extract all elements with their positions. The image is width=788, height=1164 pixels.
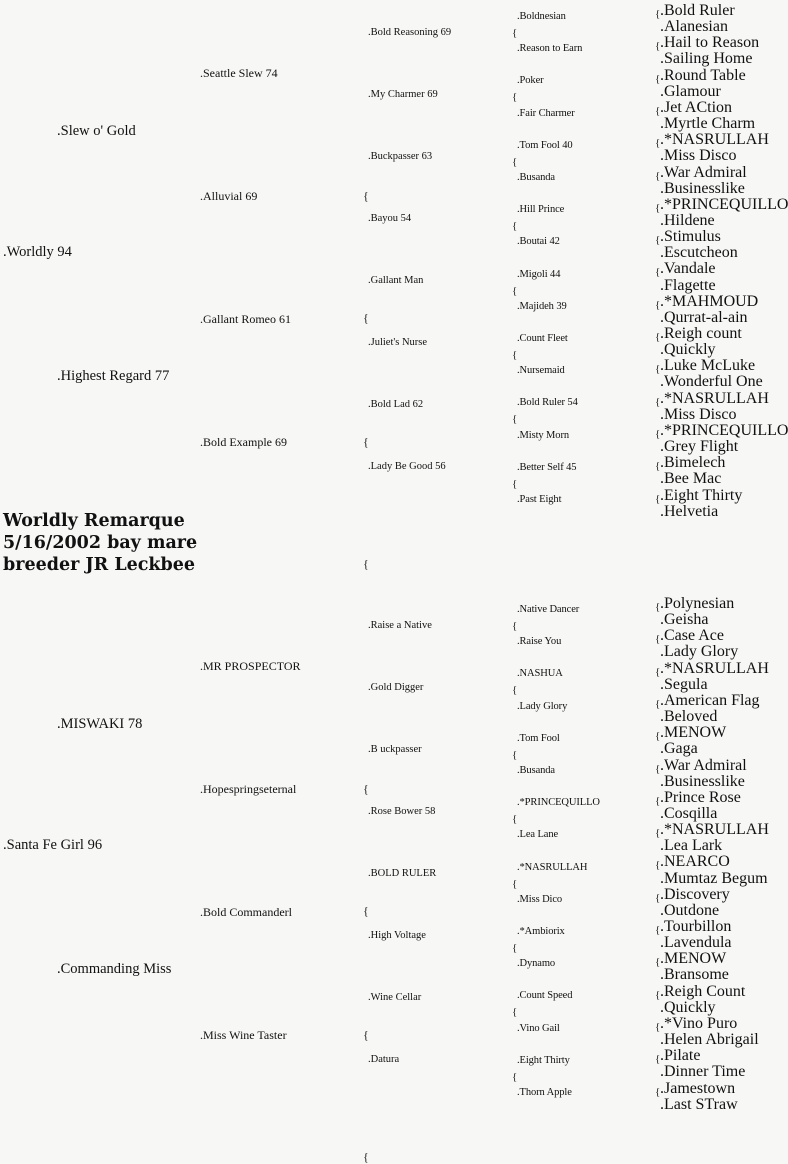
sire-gen5-name: .Boutai 42 (517, 236, 560, 248)
dam-gen5-name: .Thorn Apple (517, 1087, 572, 1098)
dam-gen4-name: .B uckpasser (368, 744, 422, 755)
brace-glyph: { (512, 220, 518, 233)
dam-gen6-name: .NEARCO (660, 853, 730, 871)
brace-glyph: { (512, 684, 518, 697)
dam-gen6-name: .*NASRULLAH (660, 821, 769, 839)
sire-gen6-name: .*NASRULLAH (660, 389, 769, 407)
dam-gen6-name: .Gaga (660, 740, 698, 758)
dam-gen6-name: .Case Ace (660, 627, 724, 645)
sire-gen3-name: .Gallant Romeo 61 (200, 312, 291, 326)
brace-glyph: { (655, 201, 661, 214)
brace-glyph: { (512, 942, 518, 954)
brace-glyph: { (512, 91, 518, 104)
brace-glyph: { (655, 234, 661, 247)
horse-name: Worldly Remarque (3, 511, 185, 531)
sire-gen6-name: .Bold Ruler (660, 2, 735, 19)
dam-gen6-name: .*NASRULLAH (660, 659, 769, 677)
dam-gen6-name: .Mumtaz Begum (660, 869, 768, 887)
brace-glyph: { (363, 189, 369, 203)
dam-gen6-name: .Last STraw (660, 1095, 738, 1113)
sire-gen5-name: .Misty Morn (517, 429, 569, 441)
dam-gen5-name: .Dynamo (517, 958, 556, 970)
brace-glyph: { (363, 782, 369, 796)
sire-gen6-name: .*PRINCEQUILLO (660, 195, 788, 213)
brace-glyph: { (512, 877, 518, 890)
brace-glyph: { (512, 477, 518, 490)
brace-glyph: { (363, 1150, 369, 1164)
brace-glyph: { (512, 748, 518, 761)
brace-glyph: { (512, 1006, 518, 1019)
brace-glyph: { (655, 363, 661, 376)
sire-gen5-name: .Past Eight (517, 494, 562, 505)
dam-gen6-name: .Lavendula (660, 934, 732, 952)
sire-gen6-name: .War Admiral (660, 163, 747, 181)
sire-gen4-name: .Bold Reasoning 69 (368, 27, 452, 38)
brace-glyph: { (512, 813, 518, 826)
brace-glyph: { (655, 298, 661, 311)
dam-gen6-name: .American Flag (660, 691, 760, 709)
brace-glyph: { (655, 730, 661, 743)
sire-gen6-name: .Eight Thirty (660, 486, 743, 504)
brace-glyph: { (655, 665, 661, 678)
brace-glyph: { (655, 794, 661, 807)
sire-gen6-name: .Reigh count (660, 325, 742, 342)
sire-gen4-name: .Lady Be Good 56 (368, 461, 446, 472)
sire-gen5-name: .Boldnesian (517, 11, 566, 22)
sire-gen5-name: .Poker (517, 75, 544, 87)
sire-gen5-name: .Bold Ruler 54 (517, 397, 578, 409)
dam-gen2-name: .MISWAKI 78 (57, 716, 143, 732)
brace-glyph: { (655, 956, 661, 969)
sire-gen6-name: .*MAHMOUD (660, 292, 759, 310)
dam-gen6-name: .Pilate (660, 1047, 701, 1065)
dam-gen5-name: .Count Speed (517, 990, 573, 1002)
dam-gen4-name: .High Voltage (368, 930, 426, 941)
sire-gen6-name: .*NASRULLAH (660, 131, 769, 149)
brace-glyph: { (655, 8, 661, 20)
sire-gen1-name: .Worldly 94 (3, 244, 72, 260)
brace-glyph: { (655, 395, 661, 408)
sire-gen5-name: .Hill Prince (517, 204, 565, 216)
brace-glyph: { (655, 601, 661, 613)
brace-glyph: { (655, 762, 661, 775)
dam-gen5-name: .Miss Dico (517, 893, 563, 905)
brace-glyph: { (363, 1028, 369, 1042)
dam-gen5-name: .NASHUA (517, 668, 563, 680)
dam-gen4-name: .BOLD RULER (368, 868, 437, 879)
brace-glyph: { (655, 427, 661, 440)
dam-gen6-name: .MENOW (660, 724, 727, 742)
dam-gen5-name: .*NASRULLAH (517, 861, 588, 873)
sire-gen5-name: .Migoli 44 (517, 268, 561, 280)
dam-gen5-name: .Lea Lane (517, 829, 559, 841)
brace-glyph: { (655, 988, 661, 1001)
sire-gen6-name: .*PRINCEQUILLO (660, 421, 788, 439)
brace-glyph: { (655, 460, 661, 473)
sire-gen6-name: .Vandale (660, 260, 716, 278)
dam-gen1-name: .Santa Fe Girl 96 (3, 837, 103, 853)
dam-gen6-name: .*Vino Puro (660, 1014, 738, 1032)
dam-gen4-name: .Raise a Native (368, 620, 432, 631)
dam-gen5-name: .Eight Thirty (517, 1054, 570, 1066)
sire-gen6-name: .Miss Disco (660, 147, 737, 165)
brace-glyph: { (512, 155, 518, 168)
dam-gen6-name: .Polynesian (660, 595, 735, 612)
dam-gen6-name: .Discovery (660, 885, 730, 903)
dam-gen5-name: .Lady Glory (517, 700, 568, 712)
dam-gen4-name: .Datura (368, 1054, 400, 1065)
sire-gen6-name: .Miss Disco (660, 405, 737, 423)
dam-gen3-name: .Hopespringseternal (200, 782, 297, 796)
brace-glyph: { (512, 413, 518, 426)
dam-gen4-name: .Gold Digger (368, 682, 424, 693)
dam-gen6-name: .Helen Abrigail (660, 1031, 759, 1049)
sire-gen5-name: .Tom Fool 40 (517, 139, 573, 151)
dam-gen6-name: .Cosqilla (660, 804, 718, 822)
sire-gen6-name: .Hail to Reason (660, 34, 760, 52)
sire-gen5-name: .Busanda (517, 172, 555, 183)
brace-glyph: { (655, 1020, 661, 1033)
sire-gen5-name: .Fair Charmer (517, 107, 575, 119)
sire-gen6-name: .Qurrat-al-ain (660, 308, 748, 326)
brace-glyph: { (655, 924, 661, 936)
dam-gen6-name: .Businesslike (660, 772, 745, 790)
dam-gen6-name: .Reigh Count (660, 982, 746, 1000)
sire-gen3-name: .Seattle Slew 74 (200, 66, 278, 80)
dam-gen6-name: .Geisha (660, 611, 709, 629)
dam-gen5-name: .Vino Gail (517, 1022, 560, 1034)
brace-glyph: { (655, 1053, 661, 1066)
brace-glyph: { (655, 1085, 661, 1098)
brace-glyph: { (655, 697, 661, 710)
horse-birth-info: 5/16/2002 bay mare (3, 533, 198, 553)
dam-gen6-name: .Lea Lark (660, 837, 723, 855)
brace-glyph: { (363, 557, 369, 571)
dam-gen6-name: .Tourbillon (660, 918, 732, 935)
dam-gen3-name: .Bold Commanderl (200, 905, 292, 919)
sire-gen3-name: .Alluvial 69 (200, 189, 258, 203)
dam-gen3-name: .Miss Wine Taster (200, 1028, 287, 1042)
sire-gen4-name: .Bold Lad 62 (368, 399, 424, 410)
sire-gen6-name: .Wonderful One (660, 373, 763, 391)
sire-gen4-name: .Buckpasser 63 (368, 151, 433, 162)
dam-gen6-name: .Segula (660, 675, 708, 693)
sire-gen6-name: .Myrtle Charm (660, 115, 756, 133)
brace-glyph: { (655, 169, 661, 182)
sire-gen5-name: .Reason to Earn (517, 43, 583, 55)
dam-gen5-name: .Native Dancer (517, 604, 580, 615)
sire-gen5-name: .Better Self 45 (517, 461, 577, 473)
dam-gen2-name: .Commanding Miss (57, 961, 172, 977)
dam-gen5-name: .Raise You (517, 636, 562, 648)
brace-glyph: { (655, 633, 661, 646)
horse-title-block (3, 510, 197, 576)
brace-glyph: { (655, 40, 661, 53)
sire-gen6-name: .Alanesian (660, 18, 728, 36)
sire-gen4-name: .Bayou 54 (368, 213, 412, 224)
dam-gen6-name: .Lady Glory (660, 643, 739, 661)
sire-gen4-name: .My Charmer 69 (368, 89, 438, 100)
sire-gen6-name: .Flagette (660, 276, 716, 294)
dam-gen4-name: .Wine Cellar (368, 992, 422, 1003)
brace-glyph: { (512, 1070, 518, 1083)
brace-glyph: { (363, 904, 369, 918)
dam-gen6-name: .Beloved (660, 708, 718, 726)
dam-gen6-name: .Jamestown (660, 1079, 736, 1097)
brace-glyph: { (363, 311, 369, 325)
dam-gen6-name: .Quickly (660, 998, 716, 1016)
sire-gen6-name: .Quickly (660, 341, 716, 359)
sire-gen6-name: .Jet ACtion (660, 98, 733, 116)
sire-gen4-name: .Gallant Man (368, 275, 424, 286)
sire-gen5-name: .Count Fleet (517, 333, 568, 344)
brace-glyph: { (512, 27, 518, 39)
dam-gen6-name: .War Admiral (660, 756, 747, 774)
sire-gen6-name: .Glamour (660, 82, 721, 100)
sire-gen6-name: .Helvetia (660, 502, 719, 520)
sire-gen6-name: .Stimulus (660, 228, 721, 246)
sire-gen6-name: .Round Table (660, 66, 746, 84)
sire-gen5-name: .Majideh 39 (517, 300, 567, 312)
brace-glyph: { (655, 266, 661, 279)
dam-gen5-name: .*Ambiorix (517, 926, 565, 937)
sire-gen2-name: .Highest Regard 77 (57, 368, 170, 384)
brace-glyph: { (655, 827, 661, 840)
brace-glyph: { (363, 435, 369, 449)
sire-gen6-name: .Sailing Home (660, 50, 753, 68)
brace-glyph: { (655, 859, 661, 872)
sire-gen6-name: .Grey Flight (660, 438, 739, 456)
sire-gen3-name: .Bold Example 69 (200, 435, 287, 449)
dam-gen3-name: .MR PROSPECTOR (200, 659, 301, 673)
sire-gen6-name: .Bee Mac (660, 470, 722, 488)
sire-gen6-name: .Escutcheon (660, 244, 738, 262)
sire-gen6-name: .Hildene (660, 211, 715, 229)
brace-glyph: { (655, 891, 661, 904)
dam-gen4-name: .Rose Bower 58 (368, 806, 436, 817)
horse-breeder: breeder JR Leckbee (3, 555, 196, 575)
brace-glyph: { (655, 137, 661, 150)
sire-gen4-name: .Juliet's Nurse (368, 337, 428, 348)
dam-gen5-name: .Busanda (517, 765, 555, 776)
dam-gen6-name: .Dinner Time (660, 1063, 746, 1081)
brace-glyph: { (512, 620, 518, 632)
dam-gen5-name: .Tom Fool (517, 732, 560, 744)
sire-gen6-name: .Bimelech (660, 454, 726, 472)
dam-gen5-name: .*PRINCEQUILLO (517, 797, 600, 809)
brace-glyph: { (655, 104, 661, 117)
sire-gen6-name: .Luke McLuke (660, 357, 756, 375)
dam-gen6-name: .Outdone (660, 901, 720, 919)
dam-gen6-name: .MENOW (660, 950, 727, 968)
dam-gen6-name: .Bransome (660, 966, 729, 984)
brace-glyph: { (512, 349, 518, 361)
sire-gen5-name: .Nursemaid (517, 365, 565, 377)
sire-gen2-name: .Slew o' Gold (57, 123, 136, 139)
dam-gen6-name: .Prince Rose (660, 788, 741, 806)
sire-gen6-name: .Businesslike (660, 179, 745, 197)
brace-glyph: { (512, 284, 518, 297)
brace-glyph: { (655, 331, 661, 343)
brace-glyph: { (655, 492, 661, 505)
brace-glyph: { (655, 72, 661, 85)
